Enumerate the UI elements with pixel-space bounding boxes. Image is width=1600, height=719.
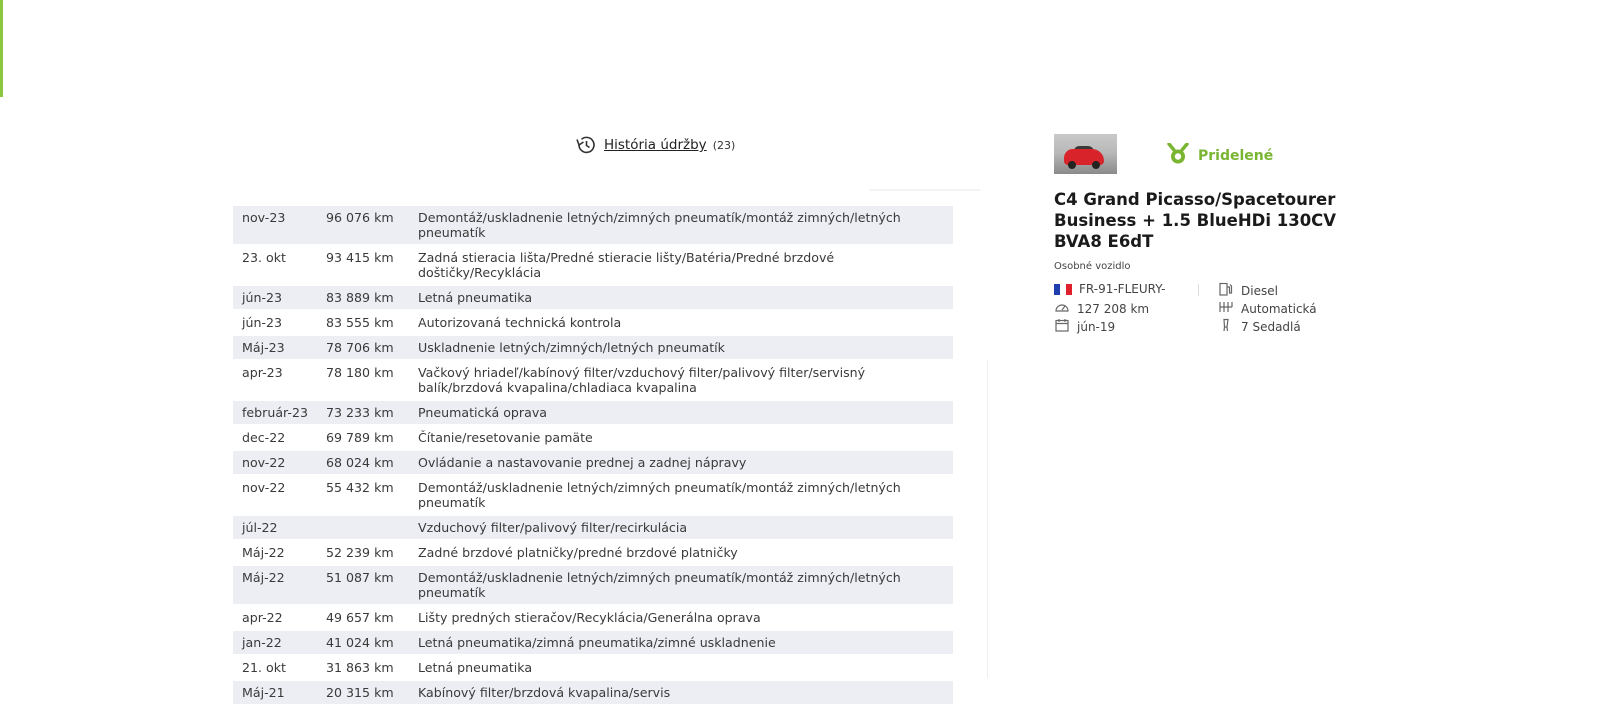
vehicle-type: Osobné vozidlo <box>1054 261 1131 272</box>
plate-spec <box>1054 282 1165 296</box>
row-date: 21. okt <box>233 655 318 680</box>
gearbox-type: Automatická <box>1241 301 1317 316</box>
row-description: Pneumatická oprava <box>409 400 953 425</box>
divider <box>987 360 988 678</box>
table-row <box>233 310 953 335</box>
row-description: Vačkový hriadeľ/kabínový filter/vzduchový filter/palivový filter/servisný balík/brzdová kvapalina/chladiaca kvapalina <box>409 360 953 400</box>
row-mileage: 52 239 km <box>318 540 409 565</box>
row-description: Zadné brzdové platničky/predné brzdové platničky <box>409 540 953 565</box>
calendar-icon <box>1054 318 1070 335</box>
divider <box>870 189 980 191</box>
fuel-pump-icon <box>1218 282 1234 299</box>
row-date: nov-22 <box>233 450 318 475</box>
row-description: Letná pneumatika/zimná pneumatika/zimné uskladnenie <box>409 630 953 655</box>
table-row <box>233 605 953 630</box>
table-row <box>233 565 953 605</box>
row-description: Lišty predných stieračov/Recyklácia/Generálna oprava <box>409 605 953 630</box>
seat-count: 7 Sedadlá <box>1241 319 1301 334</box>
row-mileage: 31 863 km <box>318 655 409 680</box>
table-row <box>233 630 953 655</box>
status-badge: Pridelené <box>1198 148 1274 164</box>
table-row <box>233 400 953 425</box>
assigned-status <box>1166 143 1273 169</box>
row-description: Kabínový filter/brzdová kvapalina/servis <box>409 680 953 704</box>
row-mileage: 20 315 km <box>318 680 409 704</box>
speedometer-icon <box>1054 300 1070 317</box>
row-date: apr-23 <box>233 360 318 400</box>
fuel-spec <box>1218 282 1278 299</box>
row-date: Máj-23 <box>233 335 318 360</box>
table-row <box>233 655 953 680</box>
row-description: Autorizovaná technická kontrola <box>409 310 953 335</box>
row-date: dec-22 <box>233 425 318 450</box>
table-row <box>233 515 953 540</box>
row-date: júl-22 <box>233 515 318 540</box>
row-date: 23. okt <box>233 245 318 285</box>
maintenance-history-table <box>233 204 953 704</box>
table-row <box>233 360 953 400</box>
row-date: jan-22 <box>233 630 318 655</box>
row-date: nov-23 <box>233 205 318 245</box>
table-row <box>233 540 953 565</box>
row-description: Demontáž/uskladnenie letných/zimných pneumatík/montáž zimných/letných pneumatík <box>409 565 953 605</box>
row-description: Letná pneumatika <box>409 655 953 680</box>
row-mileage: 55 432 km <box>318 475 409 515</box>
row-description: Zadná stieracia lišta/Predné stieracie lišty/Batéria/Predné brzdové doštičky/Recyklácia <box>409 245 953 285</box>
seat-icon <box>1218 318 1234 335</box>
maintenance-history-link[interactable]: História údržby <box>604 137 707 153</box>
vehicle-thumbnail[interactable] <box>1054 134 1117 174</box>
row-description: Letná pneumatika <box>409 285 953 310</box>
plate-number: FR-91-FLEURY- <box>1079 282 1166 296</box>
row-description: Demontáž/uskladnenie letných/zimných pneumatík/montáž zimných/letných pneumatík <box>409 475 953 515</box>
row-date: apr-22 <box>233 605 318 630</box>
mileage-spec <box>1054 300 1149 317</box>
row-description: Čítanie/resetovanie pamäte <box>409 425 953 450</box>
table-row <box>233 450 953 475</box>
table-row <box>233 245 953 285</box>
row-date: Máj-22 <box>233 565 318 605</box>
row-date: jún-23 <box>233 285 318 310</box>
table-row <box>233 285 953 310</box>
row-mileage: 73 233 km <box>318 400 409 425</box>
row-description: Vzduchový filter/palivový filter/recirkulácia <box>409 515 953 540</box>
row-date: Máj-22 <box>233 540 318 565</box>
row-mileage: 41 024 km <box>318 630 409 655</box>
seats-spec <box>1218 318 1301 335</box>
gearbox-spec <box>1218 300 1317 317</box>
row-mileage: 83 555 km <box>318 310 409 335</box>
row-mileage <box>318 515 409 540</box>
row-mileage: 49 657 km <box>318 605 409 630</box>
fuel-type: Diesel <box>1241 283 1278 298</box>
row-description: Demontáž/uskladnenie letných/zimných pneumatík/montáž zimných/letných pneumatík <box>409 205 953 245</box>
row-mileage: 78 180 km <box>318 360 409 400</box>
history-count: (23) <box>712 138 736 152</box>
vehicle-title: C4 Grand Picasso/Spacetourer Business + 1.5 BlueHDi 130CV BVA8 E6dT <box>1054 190 1337 251</box>
table-row <box>233 425 953 450</box>
row-mileage: 68 024 km <box>318 450 409 475</box>
row-description: Uskladnenie letných/zimných/letných pneumatík <box>409 335 953 360</box>
table-row <box>233 335 953 360</box>
row-date: nov-22 <box>233 475 318 515</box>
flag-fr-icon <box>1054 284 1072 295</box>
registration-spec <box>1054 318 1115 335</box>
row-mileage: 96 076 km <box>318 205 409 245</box>
row-date: jún-23 <box>233 310 318 335</box>
history-header <box>574 135 735 155</box>
left-accent-bar <box>0 0 3 97</box>
divider <box>1198 284 1199 296</box>
row-date: Máj-21 <box>233 680 318 704</box>
row-mileage: 51 087 km <box>318 565 409 605</box>
row-mileage: 78 706 km <box>318 335 409 360</box>
assigned-badge-icon <box>1166 143 1190 169</box>
registration-date: jún-19 <box>1077 319 1116 334</box>
row-mileage: 69 789 km <box>318 425 409 450</box>
row-mileage: 93 415 km <box>318 245 409 285</box>
mileage-value: 127 208 km <box>1077 301 1150 316</box>
table-row <box>233 475 953 515</box>
gearbox-icon <box>1218 300 1234 317</box>
row-mileage: 83 889 km <box>318 285 409 310</box>
row-description: Ovládanie a nastavovanie prednej a zadnej nápravy <box>409 450 953 475</box>
row-date: február-23 <box>233 400 318 425</box>
table-row <box>233 680 953 704</box>
history-icon <box>574 135 598 155</box>
table-row <box>233 205 953 245</box>
